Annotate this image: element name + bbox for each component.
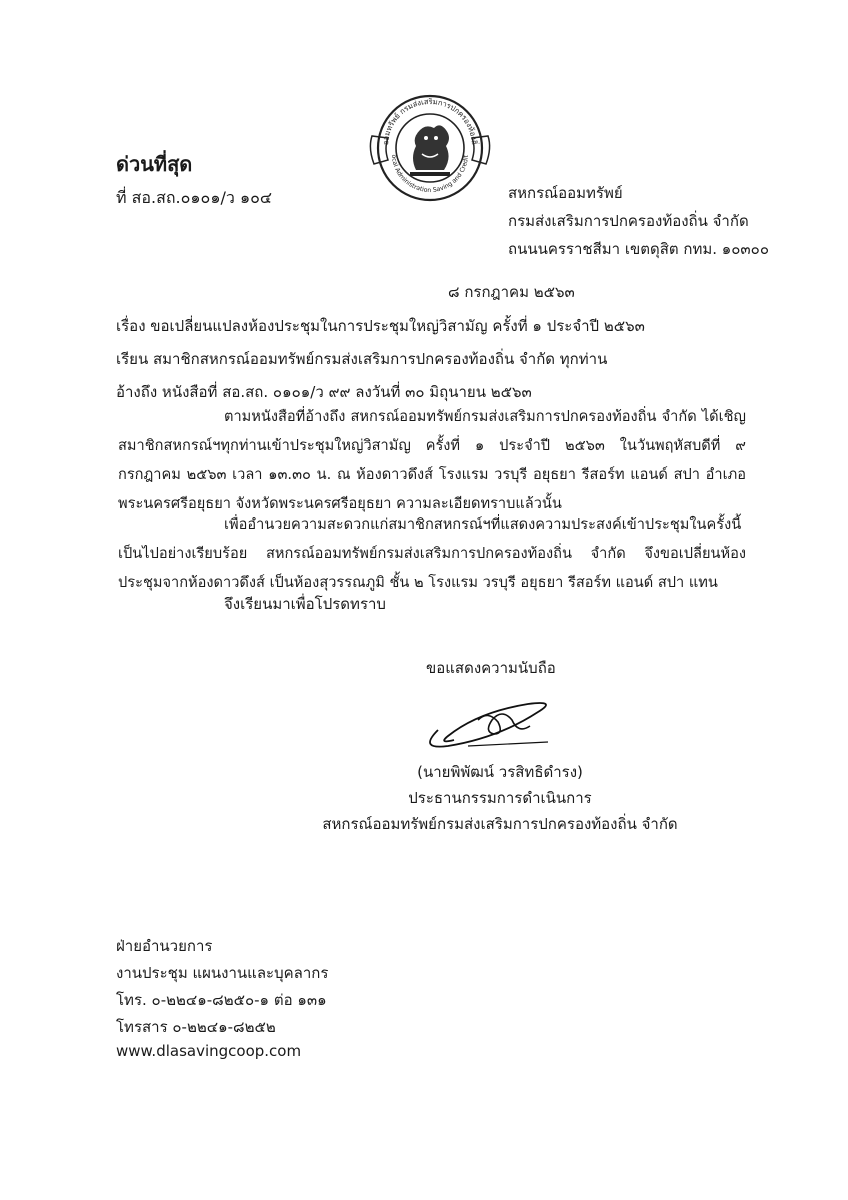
body-paragraph-1 xyxy=(118,402,746,518)
footer-website[interactable]: www.dlasavingcoop.com xyxy=(116,1042,302,1060)
sender-line-1: สหกรณ์ออมทรัพย์ xyxy=(508,184,623,202)
signatory-organization: สหกรณ์ออมทรัพย์กรมส่งเสริมการปกครองท้องถิ่น จำกัด xyxy=(322,815,678,833)
document-date: ๘ กรกฎาคม ๒๕๖๓ xyxy=(448,283,575,301)
urgency-label: ด่วนที่สุด xyxy=(116,152,193,176)
document-number: ที่ สอ.สถ.๐๑๐๑/ว ๑๐๔ xyxy=(116,188,272,207)
footer-unit: งานประชุม แผนงานและบุคลากร xyxy=(116,964,329,982)
reference-line: อ้างถึง หนังสือที่ สอ.สถ. ๐๑๐๑/ว ๙๙ ลงวันที่ ๓๐ มิถุนายน ๒๕๖๓ xyxy=(116,383,532,401)
closing-salutation: ขอแสดงความนับถือ xyxy=(426,659,556,677)
seal-top-text: ออมทรัพย์ กรมส่งเสริมการปกครองท้องถิ่ xyxy=(380,96,480,146)
cooperative-seal xyxy=(366,88,494,206)
sender-line-3: ถนนนครราชสีมา เขตดุสิต กทม. ๑๐๓๐๐ xyxy=(508,240,769,258)
footer-fax: โทรสาร ๐-๒๒๔๑-๘๒๕๒ xyxy=(116,1018,276,1036)
footer-department: ฝ่ายอำนวยการ xyxy=(116,937,213,955)
signatory-name: (นายพิพัฒน์ วรสิทธิดำรง) xyxy=(417,763,583,781)
footer-phone: โทร. ๐-๒๒๔๑-๘๒๕๐-๑ ต่อ ๑๓๑ xyxy=(116,991,327,1009)
body-paragraph-1-text: ตามหนังสือที่อ้างถึง สหกรณ์ออมทรัพย์กรมส่งเสริมการปกครองท้องถิ่น จำกัด ได้เชิญสมาชิกสหกรณ์ฯทุกท่านเข้าประชุมใหญ่วิสามัญ ครั้งที่ ๑ ประจำปี ๒๕๖๓ ในวันพฤหัสบดีที่ ๙ กรกฎาคม ๒๕๖๓ เวลา ๑๓.๓๐ น. ณ ห้องดาวดึงส์ โรงแรม วรบุรี อยุธยา รีสอร์ท แอนด์ สปา อำเภอพระนครศรีอยุธยา จังหวัดพระนครศรีอยุธยา ความละเอียดทราบแล้วนั้น xyxy=(118,408,746,512)
signatory-position: ประธานกรรมการดำเนินการ xyxy=(408,789,592,807)
signature xyxy=(408,690,568,760)
sender-line-2: กรมส่งเสริมการปกครองท้องถิ่น จำกัด xyxy=(508,212,749,230)
closing-note: จึงเรียนมาเพื่อโปรดทราบ xyxy=(224,595,386,613)
recipient-line: เรียน สมาชิกสหกรณ์ออมทรัพย์กรมส่งเสริมการปกครองท้องถิ่น จำกัด ทุกท่าน xyxy=(116,350,608,368)
body-paragraph-2-text: เพื่ออำนวยความสะดวกแก่สมาชิกสหกรณ์ฯที่แสดงความประสงค์เข้าประชุมในครั้งนี้เป็นไปอย่างเรียบร้อย สหกรณ์ออมทรัพย์กรมส่งเสริมการปกครองท้องถิ่น จำกัด จึงขอเปลี่ยนห้องประชุมจากห้องดาวดึงส์ เป็นห้องสุวรรณภูมิ ชั้น ๒ โรงแรม วรบุรี อยุธยา รีสอร์ท แอนด์ สปา แทน xyxy=(118,516,746,591)
subject-line: เรื่อง ขอเปลี่ยนแปลงห้องประชุมในการประชุมใหญ่วิสามัญ ครั้งที่ ๑ ประจำปี ๒๕๖๓ xyxy=(116,317,645,335)
body-paragraph-2 xyxy=(118,510,746,597)
seal-bottom-text: ocal Administration Saving and Credit xyxy=(389,154,470,195)
